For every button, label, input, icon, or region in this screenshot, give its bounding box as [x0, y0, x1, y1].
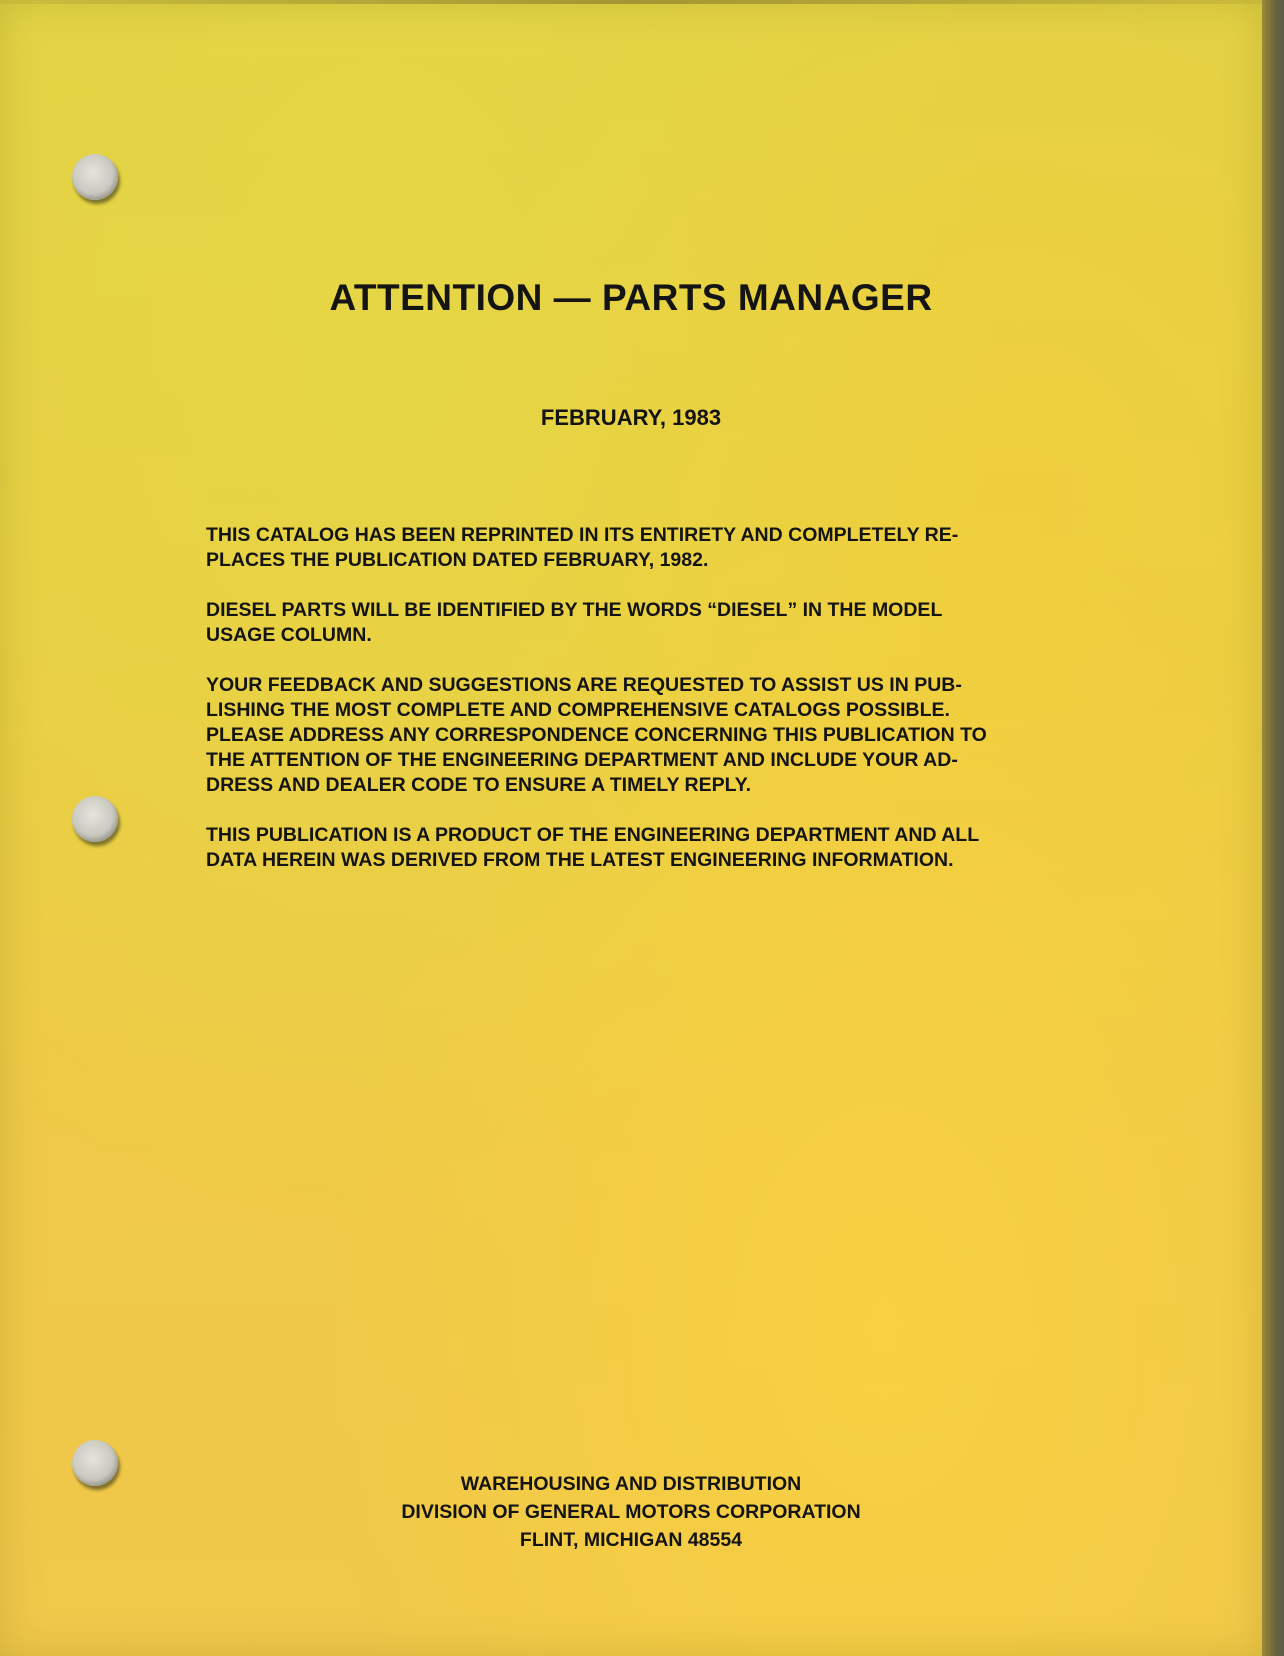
- page-title: ATTENTION — PARTS MANAGER: [329, 277, 933, 318]
- paragraph-engineering-source: THIS PUBLICATION IS A PRODUCT OF THE ENGINEERING DEPARTMENT AND ALL DATA HEREIN WAS DERIVED FROM THE LATEST ENGINEERING INFORMATION.: [206, 824, 980, 871]
- page-top-edge: [0, 0, 1262, 4]
- paragraph-feedback-request: YOUR FEEDBACK AND SUGGESTIONS ARE REQUESTED TO ASSIST US IN PUB- LISHING THE MOST COMPLETE AND COMPREHENSIVE CATALOGS POSSIBLE. PLEASE ADDRESS ANY CORRESPONDENCE CONCERNING THIS PUBLICATION TO THE ATTENTION OF THE ENGINEERING DEPARTMENT AND INCLUDE YOUR AD- DRESS AND DEALER CODE TO ENSURE A TIMELY REPLY.: [206, 674, 987, 796]
- punch-hole-middle: [72, 796, 118, 842]
- paragraph-diesel-parts: DIESEL PARTS WILL BE IDENTIFIED BY THE WORDS “DIESEL” IN THE MODEL USAGE COLUMN.: [206, 599, 943, 646]
- publisher-address: [0, 1470, 1262, 1554]
- page-right-edge: [1262, 0, 1284, 1656]
- paragraph-reprint-notice: THIS CATALOG HAS BEEN REPRINTED IN ITS ENTIRETY AND COMPLETELY RE- PLACES THE PUBLICATION DATED FEBRUARY, 1982.: [206, 524, 959, 571]
- notice-body: [206, 523, 1102, 898]
- publication-date: FEBRUARY, 1983: [540, 405, 722, 430]
- footer-line-division: WAREHOUSING AND DISTRIBUTION: [460, 1473, 802, 1495]
- punch-hole-top: [72, 154, 118, 200]
- footer-line-city: FLINT, MICHIGAN 48554: [519, 1529, 743, 1551]
- footer-line-corporation: DIVISION OF GENERAL MOTORS CORPORATION: [401, 1501, 861, 1523]
